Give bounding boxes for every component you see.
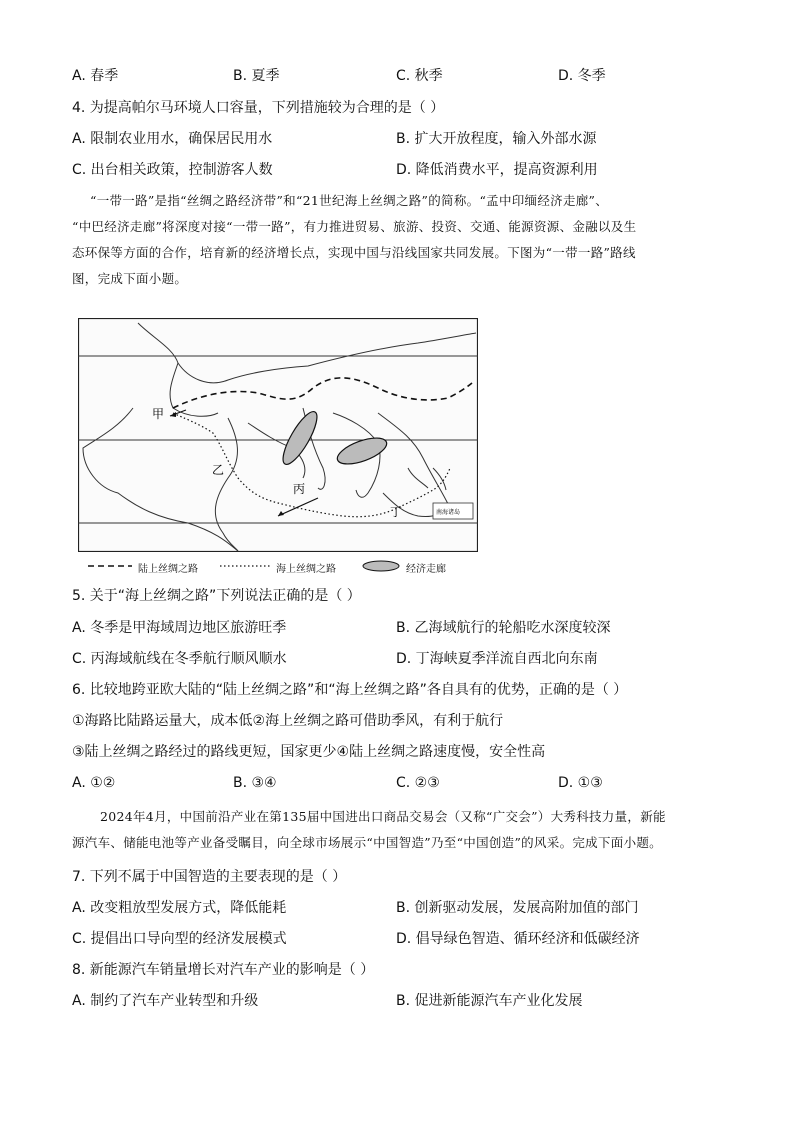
q7-option-a: A. 改变粗放型发展方式，降低能耗 [72, 900, 287, 916]
q5-option-c: C. 丙海域航线在冬季航行顺风顺水 [72, 651, 287, 667]
label-yi: 乙 [212, 463, 225, 477]
q4-stem: 4. 为提高帕尔马环境人口容量，下列措施较为合理的是（ ） [72, 100, 445, 116]
q3-option-b: B. 夏季 [233, 68, 280, 84]
map-frame [79, 319, 478, 552]
passage2-line-2: 源汽车、储能电池等产业备受瞩目，向全球市场展示“中国智造”乃至“中国创造”的风采。完成下面小题。 [72, 835, 662, 850]
q6-option-c: C. ②③ [396, 775, 440, 791]
q8-option-a: A. 制约了汽车产业转型和升级 [72, 993, 259, 1009]
q8-option-b: B. 促进新能源汽车产业化发展 [396, 993, 583, 1009]
passage1-line-4: 图，完成下面小题。 [72, 271, 188, 286]
map-legend [78, 556, 478, 576]
q7-option-c: C. 提倡出口导向型的经济发展模式 [72, 931, 287, 947]
q7-stem: 7. 下列不属于中国智造的主要表现的是（ ） [72, 869, 347, 885]
passage-canton-fair [72, 804, 722, 856]
label-ding: 丁 [390, 505, 403, 519]
q6-stem: 6. 比较地跨亚欧大陆的“陆上丝绸之路”和“海上丝绸之路”各自具有的优势，正确的是（ ） [72, 682, 628, 698]
passage-belt-road [72, 188, 722, 292]
passage2-line-1: 2024年4月，中国前沿产业在第135届中国进出口商品交易会（又称“广交会”）大秀科技力量，新能 [100, 809, 666, 824]
passage1-line-1: “一带一路”是指“丝绸之路经济带”和“21世纪海上丝绸之路”的简称。“孟中印缅经济走廊”、 [90, 193, 609, 208]
q3-option-a: A. 春季 [72, 68, 119, 84]
passage1-line-2: “中巴经济走廊”将深度对接“一带一路”，有力推进贸易、旅游、投资、交通、能源资源、金融以及生 [72, 219, 637, 234]
legend-sea-label: 海上丝绸之路 [276, 564, 336, 575]
q5-option-d: D. 丁海峡夏季洋流自西北向东南 [396, 651, 598, 667]
q5-option-a: A. 冬季是甲海域周边地区旅游旺季 [72, 620, 287, 636]
q6-statements-2: ③陆上丝绸之路经过的路线更短，国家更少④陆上丝绸之路速度慢，安全性高 [72, 744, 546, 760]
q4-option-a: A. 限制农业用水，确保居民用水 [72, 131, 273, 147]
label-jia: 甲 [152, 407, 165, 421]
legend-corridor-label: 经济走廊 [406, 564, 446, 575]
legend-land-label: 陆上丝绸之路 [138, 564, 198, 575]
q7-option-b: B. 创新驱动发展，发展高附加值的部门 [396, 900, 639, 916]
passage1-line-3: 态环保等方面的合作，培育新的经济增长点，实现中国与沿线国家共同发展。下图为“一带一路”路线 [72, 245, 636, 260]
q6-option-d: D. ①③ [558, 775, 603, 791]
q6-option-b: B. ③④ [233, 775, 277, 791]
q4-option-b: B. 扩大开放程度，输入外部水源 [396, 131, 597, 147]
q8-stem: 8. 新能源汽车销量增长对汽车产业的影响是（ ） [72, 962, 375, 978]
q6-statements-1: ①海路比陆路运量大，成本低②海上丝绸之路可借助季风，有利于航行 [72, 713, 504, 729]
q3-option-c: C. 秋季 [396, 68, 443, 84]
label-bing: 丙 [293, 482, 306, 496]
label-nanhai: 南海诸岛 [436, 509, 461, 516]
q5-stem: 5. 关于“海上丝绸之路”下列说法正确的是（ ） [72, 588, 361, 604]
q4-option-c: C. 出台相关政策，控制游客人数 [72, 162, 273, 178]
q5-option-b: B. 乙海域航行的轮船吃水深度较深 [396, 620, 611, 636]
q6-option-a: A. ①② [72, 775, 116, 791]
q3-option-d: D. 冬季 [558, 68, 606, 84]
q4-option-d: D. 降低消费水平，提高资源利用 [396, 162, 598, 178]
belt-road-map [78, 318, 478, 552]
legend-corridor-swatch [363, 561, 399, 571]
q7-option-d: D. 倡导绿色智造、循环经济和低碳经济 [396, 931, 640, 947]
